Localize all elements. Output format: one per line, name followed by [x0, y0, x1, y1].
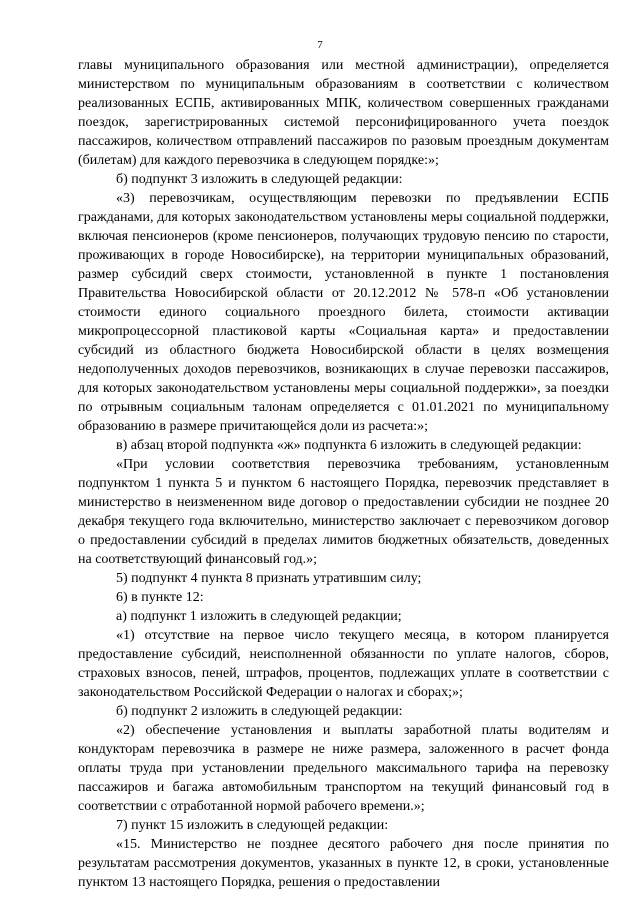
paragraph: б) подпункт 2 изложить в следующей редакции: [116, 704, 403, 719]
paragraph: «1) отсутствие на первое число текущего месяца, в котором планируется предоставление субсидий, неисполненной обязанности по уплате налогов, сборов, страховых взносов, пеней, штрафов, процентов, подлежащих уплате в соответствии с законодательством Российской Федерации о налогах и сборах;»; [78, 628, 609, 700]
paragraph: 7) пункт 15 изложить в следующей редакции: [116, 818, 389, 833]
paragraph: «3) перевозчикам, осуществляющим перевозки по предъявлении ЕСПБ гражданами, для которых законодательством установлены меры социальной поддержки, включая пенсионеров (кроме пенсионеров, получающих трудовую пенсию по старости, проживающих в городе Новосибирске), на территории муниципальных образований, размер субсидий сверх стоимости, установленной в пункте 1 постановления Правительства Новосибирской области от 20.12.2012 № 578-п «Об установлении стоимости единого социального проездного билета, стоимости активации микропроцессорной пластиковой карты «Социальная карта» и предоставлении субсидий из областного бюджета Новосибирской области в целях возмещения недополученных доходов перевозчиков, возникающих в случае перевозки пассажиров, для которых законодательством установлены меры социальной поддержки», за поездки по отрывным социальным талонам определяется с 01.01.2021 по муниципальному образованию в размере причитающейся доли из расчета:»; [78, 191, 609, 434]
document-body [78, 56, 609, 892]
paragraph: «15. Министерство не позднее десятого рабочего дня после принятия по результатам рассмотрения документов, указанных в пункте 12, в сроки, установленные пунктом 13 настоящего Порядка, решения о предоставлении [78, 837, 609, 890]
paragraph: а) подпункт 1 изложить в следующей редакции; [116, 609, 402, 624]
paragraph: 6) в пункте 12: [116, 590, 204, 605]
paragraph: б) подпункт 3 изложить в следующей редакции: [116, 172, 403, 187]
paragraph: 5) подпункт 4 пункта 8 признать утратившим силу; [116, 571, 422, 586]
page-number: 7 [317, 39, 323, 51]
paragraph: в) абзац второй подпункта «ж» подпункта 6 изложить в следующей редакции: [116, 438, 582, 453]
paragraph: «При условии соответствия перевозчика требованиям, установленным подпунктом 1 пункта 5 и пунктом 6 настоящего Порядка, перевозчик представляет в министерство в неизмененном виде договор о предоставлении субсидии не позднее 20 декабря текущего года включительно, министерство заключает с перевозчиком договор о предоставлении субсидий в пределах лимитов бюджетных обязательств, доведенных на соответствующий финансовый год.»; [78, 457, 609, 567]
paragraph: главы муниципального образования или местной администрации), определяется министерством по муниципальным образованиям в соответствии с количеством реализованных ЕСПБ, активированных МПК, количеством совершенных гражданами поездок, зарегистрированных системой персонифицированного учета поездок пассажиров, количеством отправлений пассажиров по разовым проездным документам (билетам) для каждого перевозчика в следующем порядке:»; [78, 58, 609, 168]
paragraph: «2) обеспечение установления и выплаты заработной платы водителям и кондукторам перевозчика в размере не ниже размера, заложенного в расчет фонда оплаты труда при установлении предельного максимального тарифа на перевозку пассажиров и багажа автомобильным транспортом на текущий финансовый год в соответствии с отработанной нормой рабочего времени.»; [78, 723, 609, 814]
